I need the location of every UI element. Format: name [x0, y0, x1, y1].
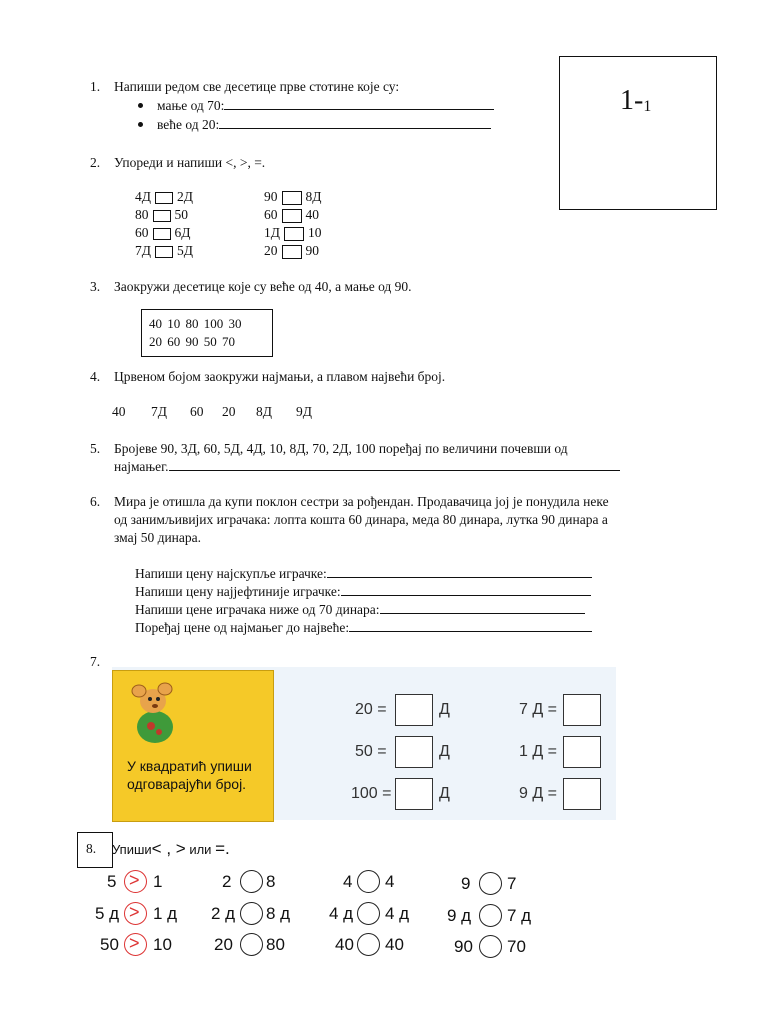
q8-right: 7 д	[507, 906, 532, 925]
q4-number-4[interactable]: 20	[222, 404, 236, 419]
compare-box[interactable]	[155, 192, 173, 204]
q8-left: 2 д	[211, 904, 236, 923]
q8-right: 10	[153, 935, 172, 954]
q4-number-5[interactable]: 8Д	[256, 404, 272, 419]
q8-left: 40	[335, 935, 354, 954]
q1-bullet-1: мање од 70:	[157, 97, 494, 114]
q8-left: 5	[107, 872, 117, 891]
q8-right: 7	[507, 874, 517, 893]
compare-circle[interactable]: >	[124, 933, 147, 956]
compare-circle[interactable]	[357, 933, 380, 956]
answer-line[interactable]	[380, 601, 585, 614]
compare-box[interactable]	[153, 228, 171, 240]
q8-right: 70	[507, 937, 526, 956]
q2-row-2b: 60 40	[264, 207, 319, 222]
q8-left: 4 д	[329, 904, 354, 923]
compare-circle[interactable]: >	[124, 870, 147, 893]
q8-right: 4	[385, 872, 395, 891]
q8-left: 90	[454, 937, 473, 956]
q8-left: 9	[461, 874, 471, 893]
q7-panel	[112, 667, 616, 820]
q2-text: Упореди и напиши <, >, =.	[114, 155, 266, 170]
answer-line[interactable]	[224, 97, 494, 110]
q6-line-3: змај 50 динара.	[114, 530, 202, 545]
worksheet-id: $1-_1$	[620, 85, 652, 116]
q6-sub-1: Напиши цену најскупље играчке:	[135, 565, 592, 582]
q3-number-box	[141, 309, 273, 357]
q7-left-2: 50 =	[355, 743, 387, 760]
compare-circle[interactable]	[357, 902, 380, 925]
bullet-icon	[138, 122, 143, 127]
q6-sub-3: Напиши цене играчака ниже од 70 динара:	[135, 601, 585, 618]
bullet-icon	[138, 103, 143, 108]
q6-sub-4: Поређај цене од најмањег до највеће:	[135, 619, 592, 636]
compare-box[interactable]	[284, 227, 304, 241]
q7-instruction-card	[112, 670, 274, 822]
compare-circle[interactable]: >	[124, 902, 147, 925]
compare-box[interactable]	[282, 191, 302, 205]
q3-row-1[interactable]: 40 10 80 100 30	[149, 316, 242, 331]
answer-line[interactable]	[341, 583, 591, 596]
compare-box[interactable]	[155, 246, 173, 258]
q8-right: 8 д	[266, 904, 291, 923]
q7-unit: Д	[439, 701, 450, 718]
compare-circle[interactable]	[240, 902, 263, 925]
q8-right: 8	[266, 872, 276, 891]
q2-row-3b: 1Д 10	[264, 225, 322, 240]
q8-right: 80	[266, 935, 285, 954]
q8-left: 50	[100, 935, 119, 954]
q8-left: 4	[343, 872, 353, 891]
q3-row-2[interactable]: 20 60 90 50 70	[149, 334, 235, 349]
q6-number: 6.	[90, 494, 101, 509]
q8-number: 8.	[86, 841, 97, 856]
answer-box[interactable]	[563, 778, 601, 810]
q2-row-1: 4Д 2Д	[135, 189, 193, 204]
q8-left: 9 д	[447, 906, 472, 925]
compare-circle[interactable]	[479, 935, 502, 958]
q5-number: 5.	[90, 441, 101, 456]
q7-unit: Д	[439, 785, 450, 802]
q1-bullet-2: веће од 20:	[157, 116, 491, 133]
answer-line[interactable]	[169, 458, 620, 471]
answer-box[interactable]	[563, 694, 601, 726]
q4-number-6[interactable]: 9Д	[296, 404, 312, 419]
worksheet-id-card	[559, 56, 717, 210]
answer-box[interactable]	[395, 778, 433, 810]
q3-number: 3.	[90, 279, 101, 294]
q7-unit: Д	[439, 743, 450, 760]
compare-circle[interactable]	[240, 933, 263, 956]
answer-box[interactable]	[395, 736, 433, 768]
q4-number: 4.	[90, 369, 101, 384]
compare-box[interactable]	[282, 209, 302, 223]
q8-right: 40	[385, 935, 404, 954]
q7-left-1: 20 =	[355, 701, 387, 718]
q3-text: Заокружи десетице које су веће од 40, а мање од 90.	[114, 279, 412, 294]
q4-text: Црвеном бојом заокружи најмањи, а плавом највећи број.	[114, 369, 446, 384]
q7-number: 7.	[90, 654, 101, 669]
compare-box[interactable]	[153, 210, 171, 222]
q8-right: 1	[153, 872, 163, 891]
answer-line[interactable]	[349, 619, 592, 632]
q1-number: 1.	[90, 79, 101, 94]
q2-row-2: 80 50	[135, 207, 188, 222]
q2-row-1b: 90 8Д	[264, 189, 322, 204]
q2-number: 2.	[90, 155, 101, 170]
q6-line-1: Мира је отишла да купи поклон сестри за рођендан. Продавачица јој је понудила неке	[114, 494, 609, 509]
compare-circle[interactable]	[479, 904, 502, 927]
answer-box[interactable]	[395, 694, 433, 726]
q7-right-3: 9 Д =	[519, 785, 557, 802]
answer-line[interactable]	[327, 565, 592, 578]
q4-number-2[interactable]: 7Д	[151, 404, 167, 419]
q8-left: 20	[214, 935, 233, 954]
q7-instruction: У квадратић упиши одговарајући број.	[127, 758, 252, 792]
q8-right: 1 д	[153, 904, 178, 923]
q6-line-2: од занимљивијих играчака: лопта кошта 60 динара, меда 80 динара, лутка 90 динара а	[114, 512, 608, 527]
compare-circle[interactable]	[479, 872, 502, 895]
q7-left-3: 100 =	[351, 785, 392, 802]
answer-line[interactable]	[219, 116, 491, 129]
compare-box[interactable]	[282, 245, 302, 259]
q8-left: 5 д	[95, 904, 120, 923]
mouse-icon	[123, 677, 183, 747]
q5-text-2: најмањег.	[114, 458, 620, 475]
q1-text: Напиши редом све десетице прве стотине које су:	[114, 79, 400, 94]
q5-text-1: Бројеве 90, 3Д, 60, 5Д, 4Д, 10, 8Д, 70, 2Д, 100 поређај по величини почевши од	[114, 441, 568, 456]
answer-box[interactable]	[563, 736, 601, 768]
compare-circle[interactable]	[240, 870, 263, 893]
q7-right-1: 7 Д =	[519, 701, 557, 718]
q8-left: 2	[222, 872, 232, 891]
q6-sub-2: Напиши цену најјефтиније играчке:	[135, 583, 591, 600]
q2-row-3: 60 6Д	[135, 225, 191, 240]
q7-right-2: 1 Д =	[519, 743, 557, 760]
compare-circle[interactable]	[357, 870, 380, 893]
q4-number-1[interactable]: 40	[112, 404, 126, 419]
q8-text: Упиши< , > или =.	[112, 839, 230, 858]
q4-number-3[interactable]: 60	[190, 404, 204, 419]
q2-row-4b: 20 90	[264, 243, 319, 258]
q8-right: 4 д	[385, 904, 410, 923]
q2-row-4: 7Д 5Д	[135, 243, 193, 258]
